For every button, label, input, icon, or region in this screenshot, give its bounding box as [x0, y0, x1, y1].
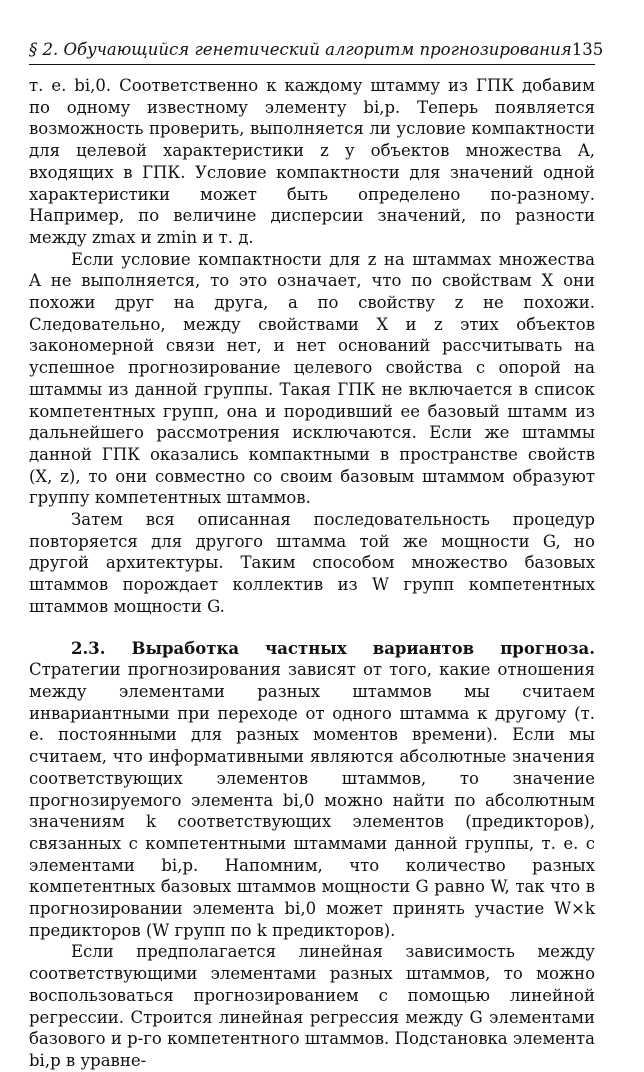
- paragraph-3: Затем вся описанная последовательность процедур повторяется для другого штамма той же мощности G, но другой архитектуры. Таким способом множество базовых штаммов порождает коллектив из W групп компетентных штаммов мощности G.: [29, 510, 595, 616]
- section-heading: 2.3. Выработка частных вариантов прогноза.: [71, 638, 595, 658]
- paragraph-2: Если условие компактности для z на штаммах множества A не выполняется, то это означает, что по свойствам X они похожи друг на друга, а по свойству z не похожи. Следовательно, между свойствами X и z этих объектов закономерной связи нет, и нет оснований рассчитывать на успешное прогнозирование целевого свойства с опорой на штаммы из данной группы. Такая ГПК не включается в список компетентных групп, она и породивший ее базовый штамм из дальнейшего рассмотрения исключаются. Если же штаммы данной ГПК оказались компактными в пространстве свойств (X, z), то они совместно со своим базовым штаммом образуют группу компетентных штаммов.: [29, 249, 595, 508]
- paragraph-last: Если предполагается линейная зависимость между соответствующими элементами разных штаммов, то можно воспользоваться прогнозированием с помощью линейной регрессии. Строится линейная регрессия между G элементами базового и p-го компетентного штаммов. Подстановка элемента bi,p в уравне-: [29, 942, 595, 1070]
- page-number: 135: [571, 40, 604, 59]
- body-text: [29, 75, 595, 1072]
- paragraph-1: т. е. bi,0. Соответственно к каждому штамму из ГПК добавим по одному известному элементу bi,p. Теперь появляется возможность проверить, выполняется ли условие компактности для целевой характеристики z у объектов множества A, входящих в ГПК. Условие компактности для значений одной характеристики может быть определено по-разному. Например, по величине дисперсии значений, по разности между zmax и zmin и т. д.: [29, 76, 595, 247]
- section-title: § 2. Обучающийся генетический алгоритм прогнозирования: [29, 40, 572, 59]
- running-head: [29, 40, 604, 65]
- book-page: [29, 40, 604, 1072]
- section-paragraph: [29, 638, 595, 942]
- section-text: Стратегии прогнозирования зависят от того, какие отношения между элементами разных штаммов мы считаем инвариантными при переходе от одного штамма к другому (т. е. постоянными для разных моментов времени). Если мы считаем, что информативными являются абсолютные значения соответствующих элементов штаммов, то значение прогнозируемого элемента bi,0 можно найти по абсолютным значениям k соответствующих элементов (предикторов), связанных с компетентными штаммами данной группы, т. е. с элементами bi,p. Напомним, что количество разных компетентных базовых штаммов мощности G равно W, так что в прогнозировании элемента bi,0 может принять участие W×k предикторов (W групп по k предикторов).: [29, 660, 595, 940]
